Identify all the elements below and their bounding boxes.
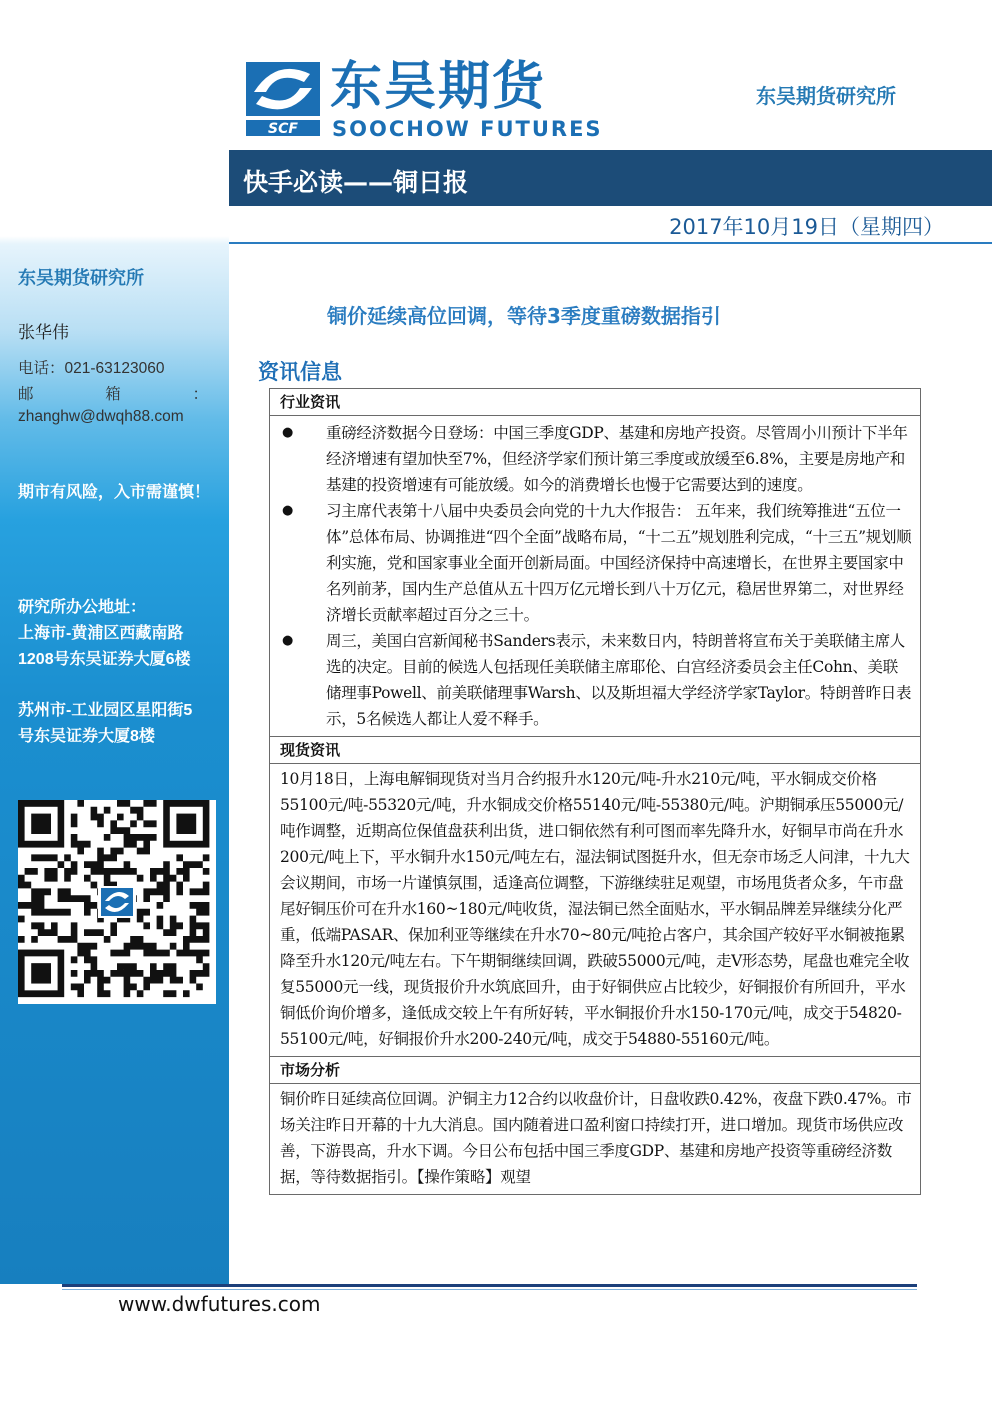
industry-item-text: 周三，美国白宫新闻秘书Sanders表示，未来数日内，特朗普将宣布关于美联储主席人选的决定。目前的候选人包括现任美联储主席耶伦、白宫经济委员会主任Cohn、美联储理事Powell、前美联储理事Warsh、以及斯坦福大学经济学家Taylor。特朗普昨日表示，5名候选人都让人爱不释手。: [326, 632, 912, 728]
section-title: 资讯信息: [258, 360, 342, 384]
address-2-line-1: 苏州市-工业园区星阳街5: [18, 702, 193, 719]
industry-item-text: 重磅经济数据今日登场：中国三季度GDP、基建和房地产投资。尽管周小川预计下半年经济增速有望加快至7%，但经济学家们预计第三季度或放缓至6.8%，主要是房地产和基建的投资增速有可能放缓。如今的消费增长也慢于它需要达到的速度。: [326, 424, 908, 494]
content-table: [269, 388, 921, 1195]
brand-name-en: SOOCHOW FUTURES: [332, 117, 603, 141]
industry-header: 行业资讯: [270, 389, 921, 416]
table-row: [270, 764, 921, 1057]
email-address[interactable]: zhanghw@dwqh88.com: [18, 408, 184, 425]
spot-text: 10月18日，上海电解铜现货对当月合约报升水120元/吨-升水210元/吨，平水铜成交价格55100元/吨-55320元/吨，升水铜成交价格55140元/吨-55380元/吨。沪期铜承压55000元/吨作调整，近期高位保值盘获利出货，进口铜依然有利可图而率先降升水，好铜早市尚在升水200元/吨上下，平水铜升水150元/吨左右，湿法铜试图挺升水，但无奈市场乏人问津，十九大会议期间，市场一片谨慎氛围，适逢高位调整，下游继续驻足观望，市场甩货者众多，午市盘尾好铜压价可在升水160~180元/吨收货，湿法铜已然全面贴水，平水铜品牌差异继续分化严重，低端PASAR、保加利亚等继续在升水70~80元/吨抢占客户，其余国产较好平水铜被拖累降至升水120元/吨左右。下午期铜继续回调，跌破55000元/吨，走V形态势，尾盘也难完全收复55000元一线，现货报价升水筑底回升，由于好铜供应占比较少，好铜报价有所回升，平水铜低价询价增多，逢低成交较上午有所好转，平水铜报价升水150-170元/吨，成交于54820-55100元/吨，好铜报价升水200-240元/吨，成交于54880-55160元/吨。: [270, 764, 921, 1057]
risk-warning: 期市有风险，入市需谨慎！: [18, 484, 211, 501]
spot-header: 现货资讯: [270, 737, 921, 764]
bullet-icon: ●: [282, 425, 294, 440]
address-1-line-2: 1208号东吴证券大厦6楼: [18, 651, 191, 668]
market-header: 市场分析: [270, 1057, 921, 1084]
address-2-line-2: 号东吴证券大厦8楼: [18, 728, 155, 745]
author-name: 张华伟: [18, 323, 69, 342]
qr-code: [18, 800, 216, 1004]
industry-item-text: 习主席代表第十八届中央委员会向党的十九大作报告： 五年来，我们统筹推进“五位一体”总体布局、协调推进“四个全面”战略布局，“十二五”规划胜利完成，“十三五”规划顺利实施，党和国家事业全面开创新局面。中国经济保持中高速增长，在世界主要国家中名列前茅，国内生产总值从五十四万亿元增长到八十万亿元，稳居世界第二，对世界经济增长贡献率超过百分之三十。: [326, 502, 912, 624]
brand-logo: [246, 62, 322, 136]
footer-divider: [62, 1284, 917, 1287]
table-row: [270, 416, 921, 737]
sidebar-institute: 东吴期货研究所: [18, 268, 144, 288]
table-row: [270, 1057, 921, 1084]
list-item: [280, 420, 912, 498]
bullet-icon: ●: [282, 503, 294, 518]
table-row: [270, 1084, 921, 1195]
phone-number: 021-63123060: [64, 360, 165, 377]
market-text: 铜价昨日延续高位回调。沪铜主力12合约以收盘价计，日盘收跌0.42%，夜盘下跌0.47%。市场关注昨日开幕的十九大消息。国内随着进口盈利窗口持续打开，进口增加。现货市场供应改善，下游畏高，升水下调。今日公布包括中国三季度GDP、基建和房地产投资等重磅经济数据，等待数据指引。【操作策略】观望: [270, 1084, 921, 1195]
brand-name-cn: 东吴期货: [330, 57, 547, 117]
list-item: [280, 498, 912, 628]
footer-divider-thin: [62, 1289, 917, 1290]
table-row: [270, 737, 921, 764]
report-date: 2017年10月19日（星期四）: [669, 215, 944, 239]
office-title: 研究所办公地址：: [18, 599, 147, 616]
logo-text: SCF: [268, 121, 298, 136]
phone-line: [18, 356, 165, 378]
address-1-line-1: 上海市-黄浦区西藏南路: [18, 625, 184, 642]
footer-url[interactable]: www.dwfutures.com: [118, 1292, 321, 1316]
email-label: 邮 箱 ：: [18, 386, 208, 403]
table-row: [270, 389, 921, 416]
list-item: [280, 628, 912, 732]
industry-list: [270, 416, 921, 737]
header-institute: 东吴期货研究所: [756, 84, 896, 108]
scf-logo-icon: [101, 888, 133, 916]
bullet-icon: ●: [282, 633, 294, 648]
scf-logo-icon: [246, 62, 322, 136]
qr-logo: [98, 886, 136, 918]
report-title: 快手必读——铜日报: [243, 168, 469, 197]
headline: 铜价延续高位回调，等待3季度重磅数据指引: [327, 304, 721, 328]
phone-label: 电话：: [18, 360, 65, 377]
sidebar: [0, 0, 229, 1284]
